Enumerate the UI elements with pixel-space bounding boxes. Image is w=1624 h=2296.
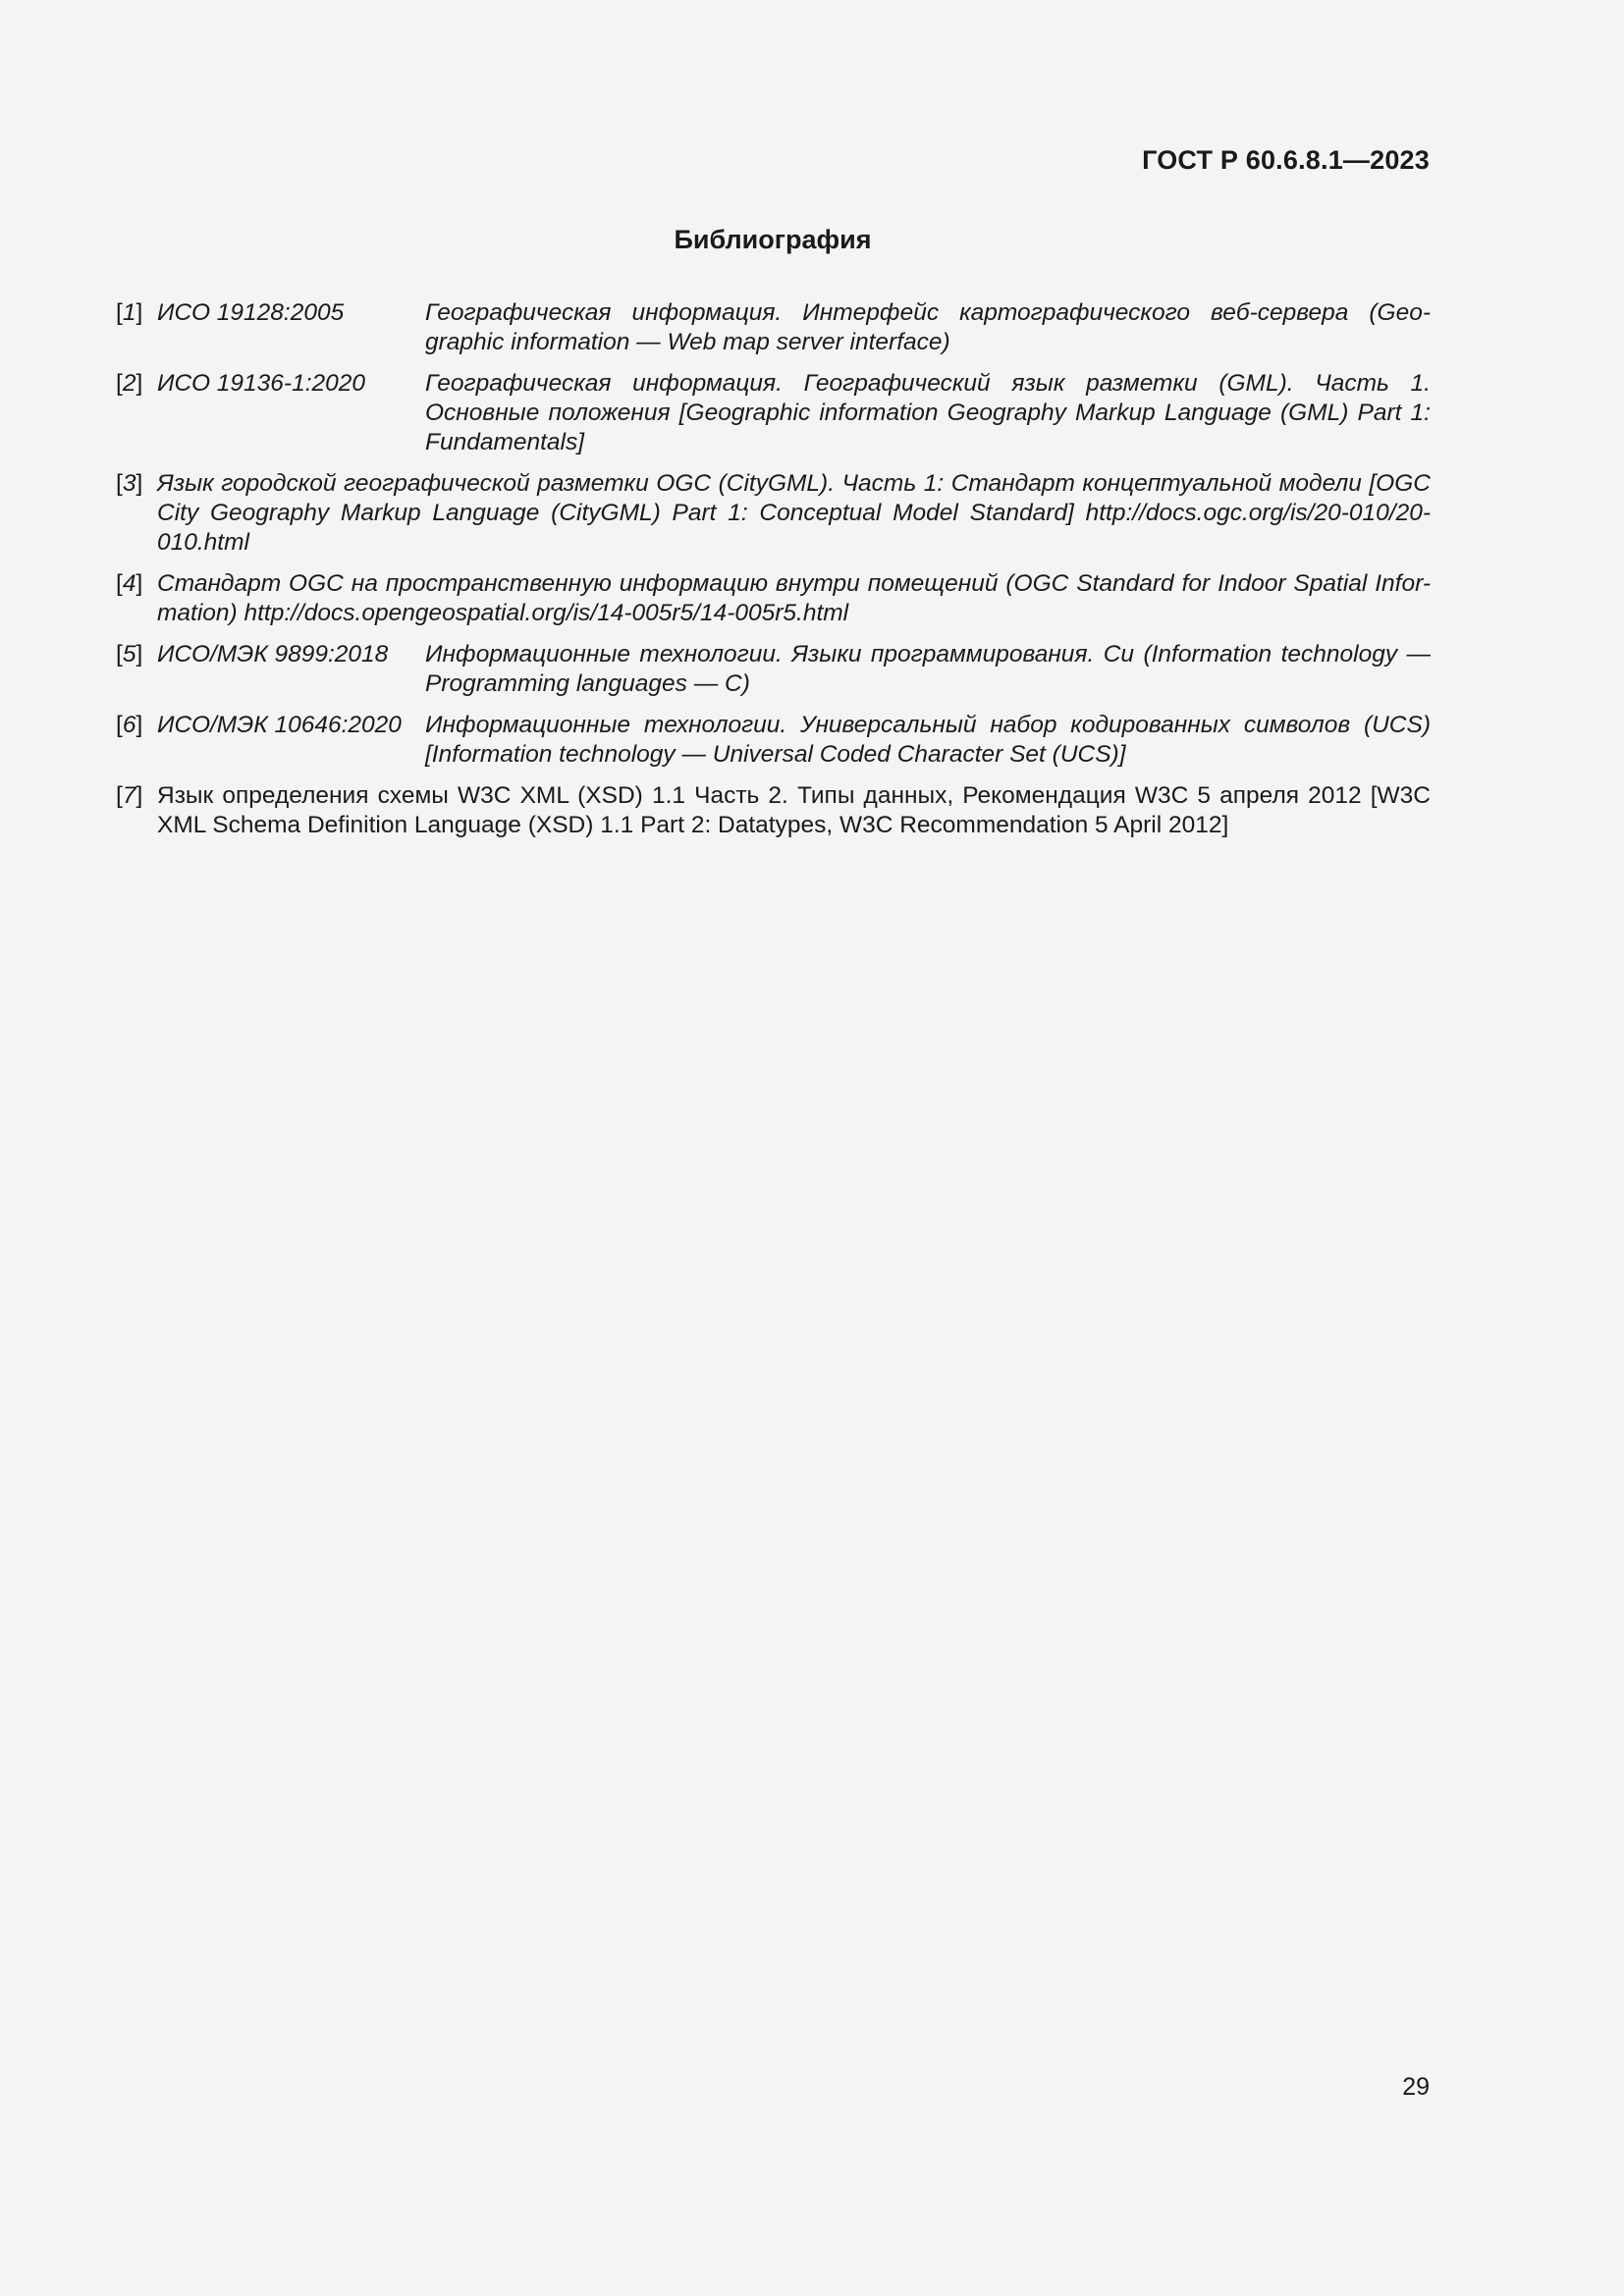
- entry-title: Информационные технологии. Языки программирования. Си (Information technology — Programming languages — C): [425, 641, 1431, 697]
- entry-number: [6]: [116, 712, 143, 738]
- entry-title: Информационные технологии. Универсальный набор кодированных символов (UCS) [Information technology — Universal Coded Character Set (UCS)]: [425, 712, 1431, 768]
- entry-standard-code: ИСО 19128:2005: [157, 299, 345, 326]
- entry-title: Географическая информация. Географический язык разметки (GML). Часть 1. Основные положения [Geographic information Geography Markup Language (GML) Part 1: Fundamentals]: [425, 370, 1431, 455]
- entry-title: Язык городской географической разметки OGC (CityGML). Часть 1: Стандарт концептуальной модели [OGC City Geography Markup Language (CityGML) Part 1: Conceptual Model Standard] http://docs.ogc.org/is/20-010/20-010.html: [157, 470, 1431, 556]
- bibliography-list: [116, 298, 1431, 840]
- entry-title: Стандарт OGC на пространственную информацию внутри помещений (OGC Standard for Indoor Spatial Infor-mation) http://docs.opengeospatial.org/is/14-005r5/14-005r5.html: [157, 570, 1431, 626]
- section-title: Библиография: [674, 225, 872, 254]
- bibliography-entry-1: [116, 298, 1431, 357]
- entry-number: [1]: [116, 299, 143, 326]
- bibliography-entry-5: [116, 640, 1431, 699]
- entry-standard-code: ИСО/МЭК 9899:2018: [157, 641, 389, 667]
- document-code: ГОСТ Р 60.6.8.1—2023: [1142, 145, 1430, 175]
- page-number: 29: [1402, 2073, 1430, 2101]
- bibliography-entry-7: [116, 781, 1431, 840]
- bibliography-entry-3: [116, 469, 1431, 558]
- entry-title: Язык определения схемы W3C XML (XSD) 1.1 Часть 2. Типы данных, Рекомендация W3C 5 апреля 2012 [W3C XML Schema Definition Language (XSD) 1.1 Part 2: Datatypes, W3C Recommendation 5 April 2012]: [157, 782, 1431, 838]
- entry-number: [5]: [116, 641, 143, 667]
- bibliography-entry-4: [116, 569, 1431, 628]
- entry-number: [2]: [116, 370, 143, 397]
- entry-title: Географическая информация. Интерфейс картографического веб-сервера (Geo-graphic information — Web map server interface): [425, 299, 1431, 355]
- entry-standard-code: ИСО 19136-1:2020: [157, 370, 366, 397]
- entry-number: [4]: [116, 570, 143, 597]
- bibliography-entry-6: [116, 711, 1431, 770]
- entry-number: [7]: [116, 782, 143, 809]
- bibliography-entry-2: [116, 369, 1431, 457]
- entry-standard-code: ИСО/МЭК 10646:2020: [157, 712, 402, 738]
- entry-number: [3]: [116, 470, 143, 497]
